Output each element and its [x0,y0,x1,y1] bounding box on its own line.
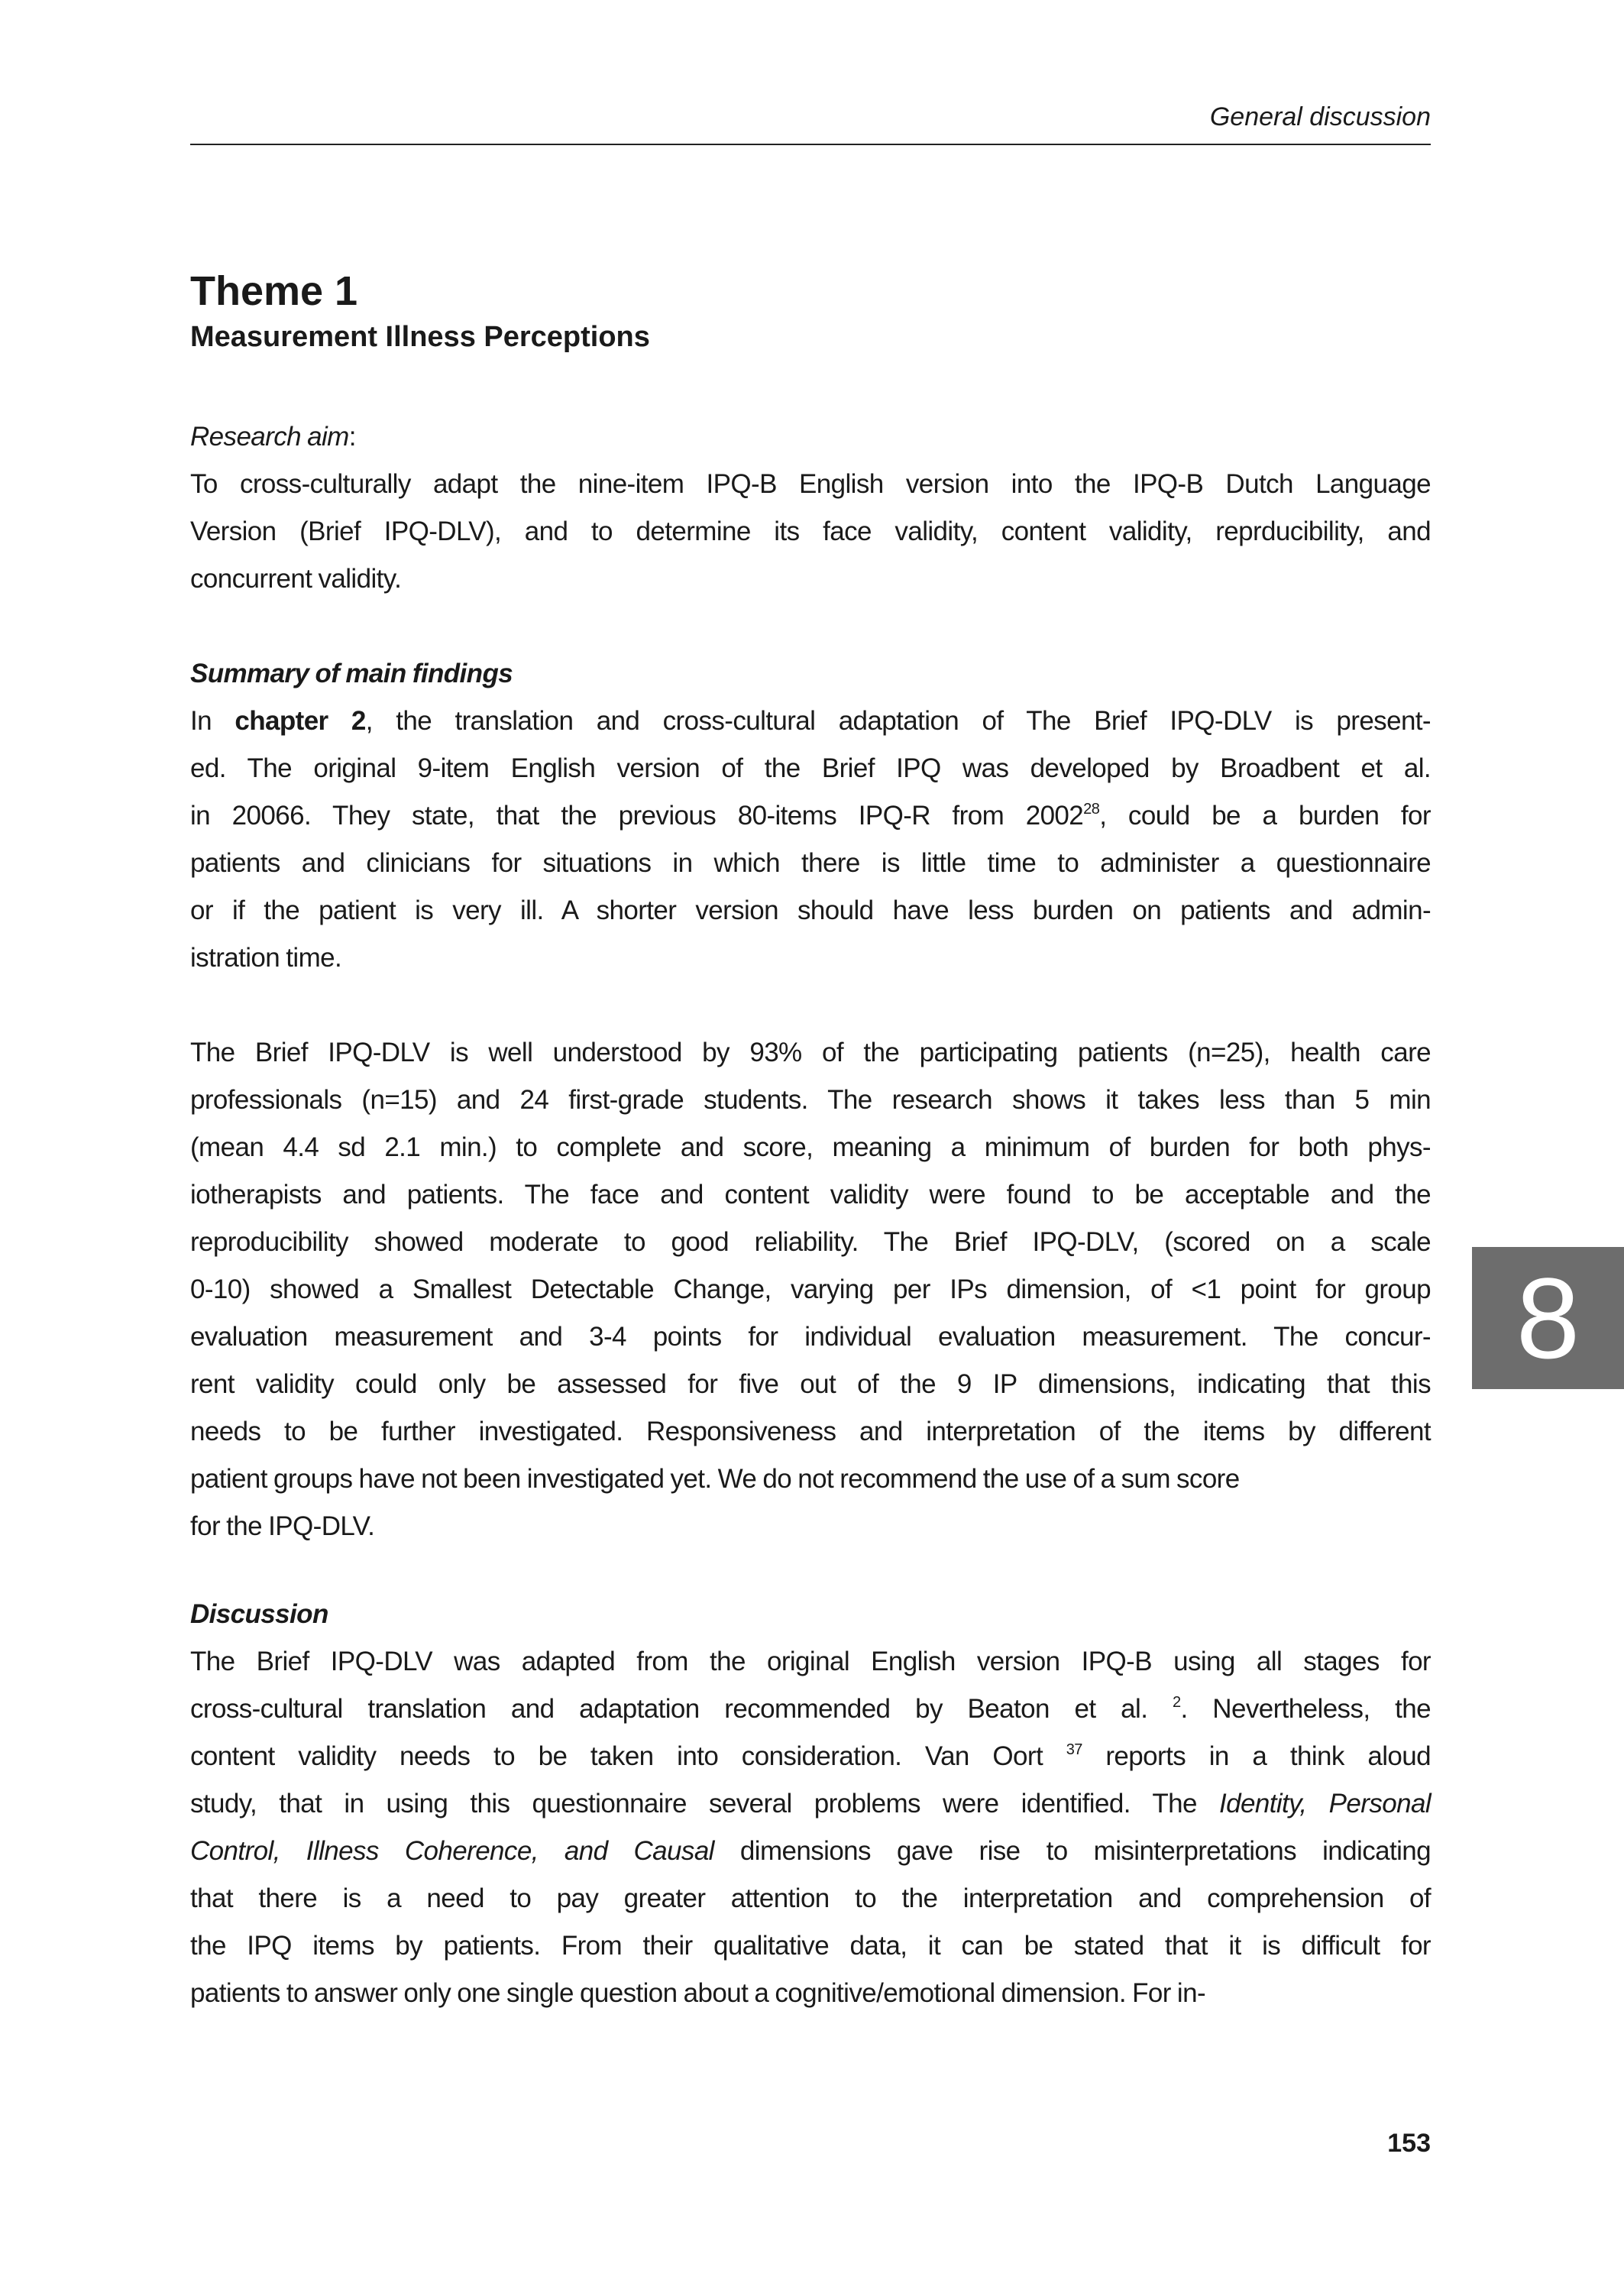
text-line [190,1313,1431,1361]
text-span: cross-cultural translation and adaptation recommended by Beaton et al. [190,1694,1173,1724]
text-line [190,555,1431,603]
text-line [190,1922,1431,1970]
text-line [190,840,1431,887]
text-span: in 20066. They state, that the previous 80-items IPQ-R from 2002 [190,801,1084,831]
text-span: Research aim [190,422,349,452]
text-line [190,792,1431,840]
text-span: istration time. [190,943,342,973]
text-span: In [190,706,235,736]
text-line [190,1266,1431,1313]
text-span: dimensions gave rise to misinterpretations indicating [713,1836,1431,1866]
text-span: concurrent validity. [190,564,402,594]
text-span: content validity needs to be taken into consideration. Van Oort [190,1741,1066,1771]
section-heading [190,413,1431,461]
text-span: iotherapists and patients. The face and content validity were found to be acceptable and the [190,1180,1431,1210]
text-span: The Brief IPQ-DLV was adapted from the original English version IPQ-B using all stages for [190,1647,1431,1676]
text-line [190,1219,1431,1266]
discussion-section [190,1591,1431,2017]
text-span: Discussion [190,1599,328,1629]
text-line [190,1456,1431,1503]
text-line [190,1124,1431,1171]
text-line [190,1686,1431,1733]
text-line [190,1970,1431,2017]
citation-superscript: 28 [1083,801,1100,818]
page-number: 153 [1387,2129,1431,2158]
text-span: , could be a burden for [1099,801,1431,831]
text-span: reports in a think aloud [1082,1741,1432,1771]
text-span: : [348,422,356,452]
theme-title: Theme 1 [190,268,358,314]
theme-subtitle: Measurement Illness Perceptions [190,321,650,353]
text-span: for the IPQ-DLV. [190,1511,375,1541]
text-line [190,745,1431,792]
text-line [190,982,1431,1029]
citation-superscript: 2 [1172,1694,1181,1711]
text-line [190,887,1431,934]
text-span: study, that in using this questionnaire several problems were identified. The [190,1789,1219,1819]
text-span: The Brief IPQ-DLV is well understood by 93% of the participating patients (n=25), health care [190,1038,1431,1067]
text-span: patients and clinicians for situations in which there is little time to administer a questionnaire [190,848,1431,878]
text-span: , the translation and cross-cultural adaptation of The Brief IPQ-DLV is present- [365,706,1431,736]
text-span: patients to answer only one single question about a cognitive/emotional dimension. For in- [190,1978,1205,2008]
text-line [190,1171,1431,1219]
text-span: chapter 2 [235,706,366,736]
text-line [190,1361,1431,1408]
text-span: professionals (n=15) and 24 first-grade students. The research shows it takes less than 5 min [190,1085,1431,1115]
running-head: General discussion [1209,102,1431,131]
text-line [190,698,1431,745]
text-span: 0-10) showed a Smallest Detectable Change, varying per IPs dimension, of <1 point for group [190,1274,1431,1304]
text-span: To cross-culturally adapt the nine-item IPQ-B English version into the IPQ-B Dutch Language [190,469,1431,499]
text-span: Version (Brief IPQ-DLV), and to determine its face validity, content validity, reprducibility, and [190,517,1431,546]
text-line [190,1029,1431,1077]
text-line [190,1077,1431,1124]
text-span: evaluation measurement and 3-4 points for individual evaluation measurement. The concur- [190,1322,1431,1352]
text-span: . Nevertheless, the [1180,1694,1431,1724]
text-span: the IPQ items by patients. From their qualitative data, it can be stated that it is difficult for [190,1931,1431,1961]
citation-superscript: 37 [1066,1741,1082,1758]
text-span: that there is a need to pay greater attention to the interpretation and comprehension of [190,1883,1431,1913]
text-line [190,1875,1431,1922]
text-line [190,1503,1431,1550]
text-span: (mean 4.4 sd 2.1 min.) to complete and score, meaning a minimum of burden for both phys- [190,1132,1431,1162]
text-line [190,1780,1431,1828]
text-span: reproducibility showed moderate to good reliability. The Brief IPQ-DLV, (scored on a scale [190,1227,1431,1257]
text-line [190,934,1431,982]
text-line [190,1408,1431,1456]
text-line [190,461,1431,508]
text-span: needs to be further investigated. Responsiveness and interpretation of the items by different [190,1417,1431,1446]
text-line [190,1638,1431,1686]
text-span: Control, Illness Coherence, and Causal [190,1836,714,1866]
text-span: Identity, Personal [1218,1789,1431,1819]
text-span: patient groups have not been investigated yet. We do not recommend the use of a sum score [190,1464,1240,1494]
text-span: or if the patient is very ill. A shorter version should have less burden on patients and admin- [190,896,1431,925]
text-span: rent validity could only be assessed for five out of the 9 IP dimensions, indicating that this [190,1369,1431,1399]
summary-section [190,650,1431,1550]
section-heading [190,650,1431,698]
text-span: ed. The original 9-item English version of the Brief IPQ was developed by Broadbent et al. [190,753,1431,783]
research-aim-section [190,413,1431,603]
text-line [190,1828,1431,1875]
header-rule [190,144,1431,145]
section-heading [190,1591,1431,1638]
chapter-tab: 8 [1472,1247,1624,1389]
text-line [190,1733,1431,1780]
text-span: Summary of main findings [190,659,513,688]
text-line [190,508,1431,555]
